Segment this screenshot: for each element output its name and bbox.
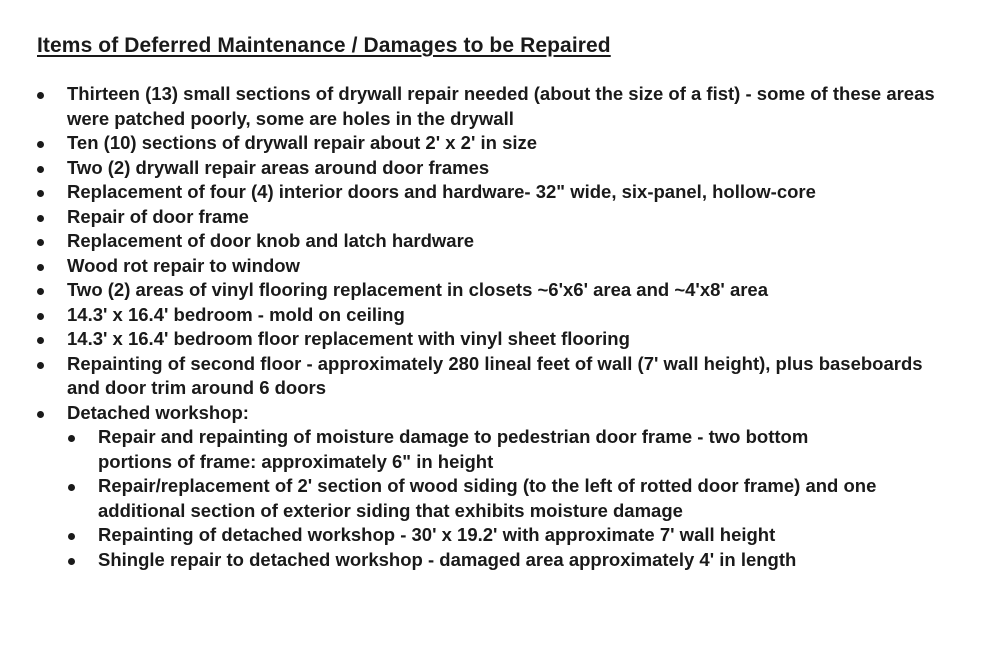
list-item-text: Thirteen (13) small sections of drywall repair needed (about the size of a fist) - some of these areas were patched poorly, some are holes in the drywall	[67, 83, 935, 129]
list-item-text: Repainting of second floor - approximately 280 lineal feet of wall (7' wall height), plus baseboards and door trim around 6 doors	[67, 352, 923, 398]
list-item	[37, 278, 967, 303]
list-item	[37, 303, 967, 328]
bullet-icon	[37, 141, 44, 148]
list-item-text: Two (2) drywall repair areas around door frames	[67, 156, 490, 178]
bullet-icon	[37, 313, 44, 320]
list-item	[37, 156, 967, 181]
list-item-text: Ten (10) sections of drywall repair about 2' x 2' in size	[67, 132, 538, 153]
bullet-icon	[68, 484, 75, 491]
list-item	[37, 131, 967, 156]
bullet-icon	[68, 533, 75, 540]
bullet-icon	[37, 92, 44, 99]
sublist-item	[37, 523, 967, 548]
sublist-item-text: Repainting of detached workshop - 30' x 19.2' with approximate 7' wall height	[98, 524, 776, 545]
bullet-icon	[37, 337, 44, 344]
list-item	[37, 401, 967, 573]
maintenance-list	[37, 82, 967, 572]
list-item	[37, 82, 947, 131]
bullet-icon	[37, 215, 44, 222]
list-item	[37, 352, 927, 401]
bullet-icon	[37, 264, 44, 271]
bullet-icon	[37, 239, 44, 246]
bullet-icon	[37, 166, 44, 173]
sublist-item-text: Repair and repainting of moisture damage to pedestrian door frame - two bottom portions of frame: approximately 6" in height	[98, 426, 809, 472]
bullet-icon	[37, 288, 44, 295]
sublist-item	[37, 425, 858, 474]
document-page	[37, 34, 967, 572]
list-item-text: Replacement of four (4) interior doors and hardware- 32" wide, six-panel, hollow-core	[67, 181, 816, 202]
bullet-icon	[68, 558, 75, 565]
list-item	[37, 327, 967, 352]
sublist-item-text: Shingle repair to detached workshop - damaged area approximately 4' in length	[98, 548, 797, 570]
bullet-icon	[37, 190, 44, 197]
bullet-icon	[37, 362, 44, 369]
list-item-text: Wood rot repair to window	[67, 254, 300, 276]
list-item	[37, 205, 967, 230]
workshop-sublist	[37, 425, 967, 572]
list-item-text: 14.3' x 16.4' bedroom - mold on ceiling	[67, 303, 405, 325]
list-item	[37, 254, 967, 279]
sublist-item	[37, 548, 967, 573]
sublist-item	[37, 474, 898, 523]
bullet-icon	[68, 435, 75, 442]
bullet-icon	[37, 411, 44, 418]
document-heading: Items of Deferred Maintenance / Damages to be Repaired	[37, 34, 611, 57]
list-item-text: Repair of door frame	[67, 205, 249, 227]
list-item-text: Detached workshop:	[67, 401, 249, 423]
list-item	[37, 180, 967, 205]
list-item-text: Two (2) areas of vinyl flooring replacement in closets ~6'x6' area and ~4'x8' area	[67, 279, 769, 300]
list-item-text: 14.3' x 16.4' bedroom floor replacement with vinyl sheet flooring	[67, 328, 630, 349]
list-item	[37, 229, 967, 254]
sublist-item-text: Repair/replacement of 2' section of wood siding (to the left of rotted door frame) and one additional section of exterior siding that exhibits moisture damage	[98, 475, 877, 521]
list-item-text: Replacement of door knob and latch hardware	[67, 230, 475, 251]
